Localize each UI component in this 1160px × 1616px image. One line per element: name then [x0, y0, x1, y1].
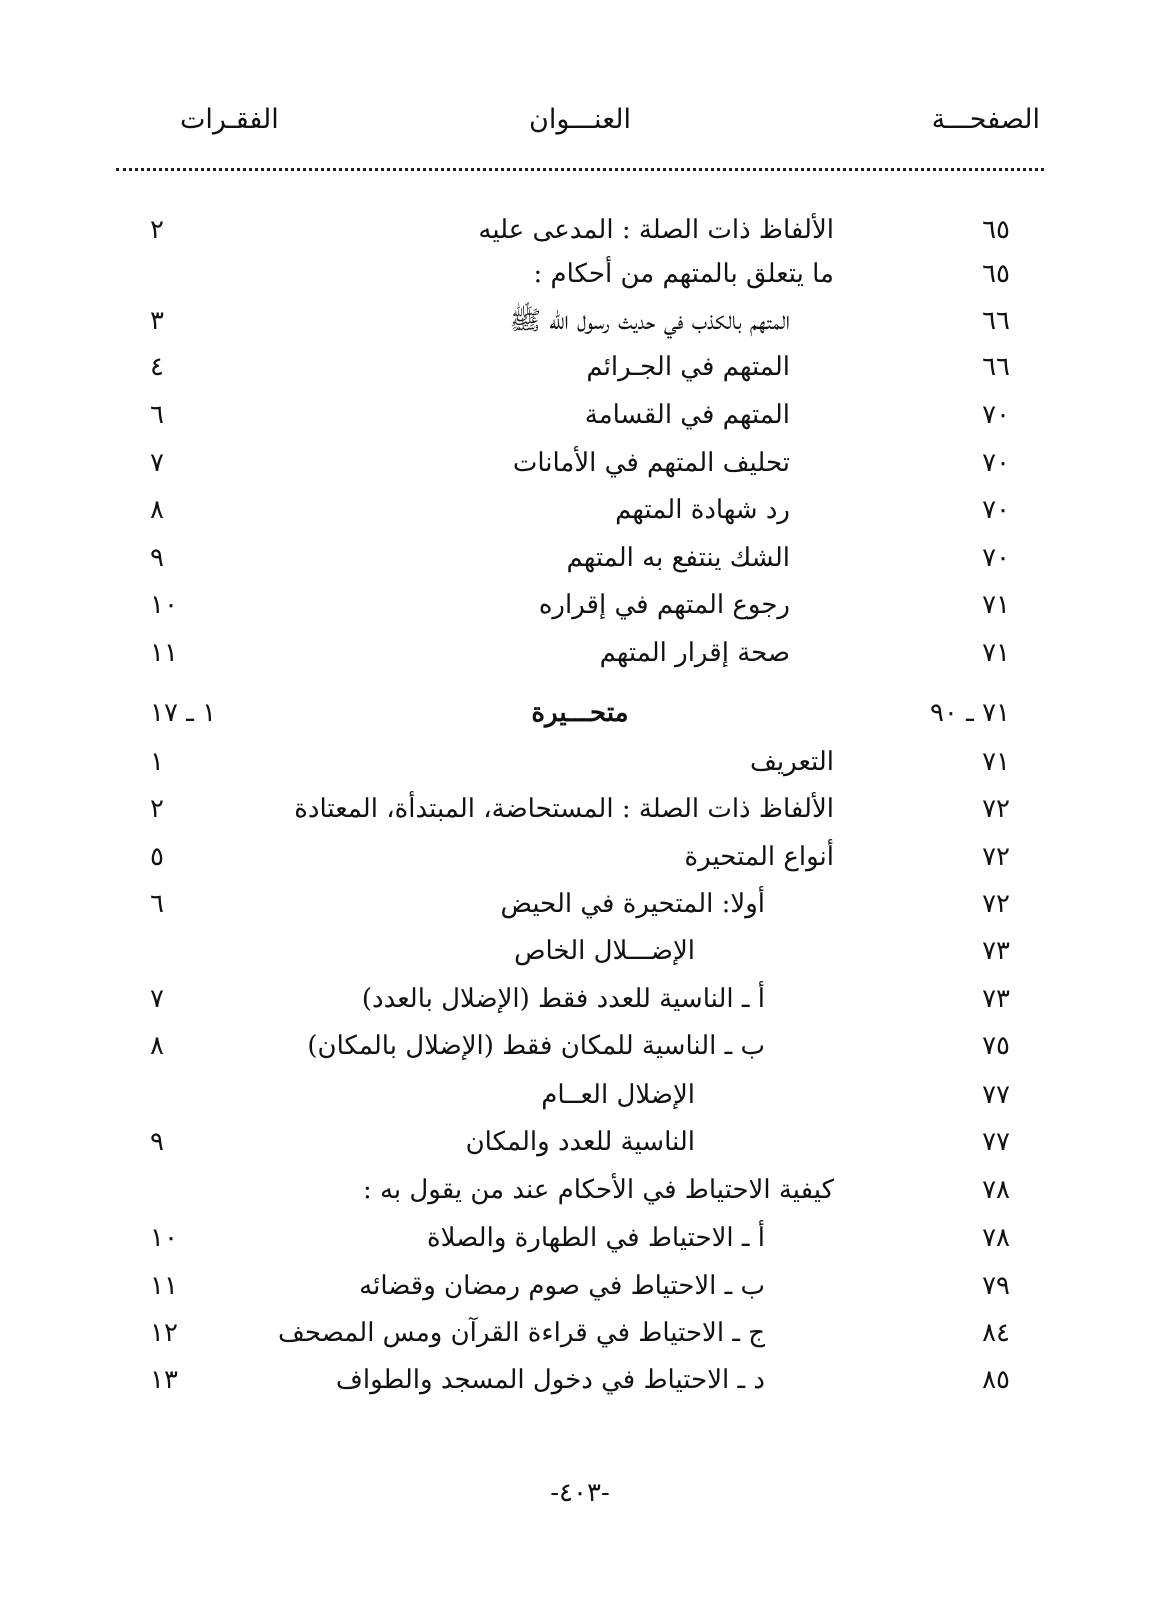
toc-row — [0, 882, 1160, 926]
toc-page-number: ٧٧ — [982, 1127, 1010, 1157]
toc-row — [0, 1264, 1160, 1308]
toc-title: د ـ الاحتياط في دخول المسجد والطواف — [335, 1365, 765, 1395]
toc-row — [0, 1024, 1160, 1068]
toc-page-number: ٧١ — [982, 590, 1010, 620]
toc-title: الإضـــلال الخاص — [514, 936, 695, 966]
toc-row — [0, 345, 1160, 389]
toc-page-number: ٧٢ — [982, 794, 1010, 824]
toc-row — [0, 583, 1160, 627]
toc-paragraphs: ٥ — [150, 842, 164, 872]
toc-paragraphs: ٦ — [150, 889, 164, 919]
toc-title: أنواع المتحيرة — [684, 842, 834, 872]
toc-page-number: ٧٩ — [982, 1271, 1010, 1301]
toc-title: الشك ينتفع به المتهم — [566, 543, 790, 573]
toc-page-number: ٨٥ — [982, 1365, 1010, 1395]
toc-title: المتهم بالكذب في حديث رسول الله ﷺ — [509, 306, 790, 336]
toc-page-number: ٧٠ — [982, 400, 1010, 430]
toc-paragraphs: ١٠ — [150, 1223, 178, 1253]
toc-row — [0, 929, 1160, 973]
toc-page-number: ٦٥ — [982, 215, 1010, 245]
toc-page-number: ٧١ — [982, 747, 1010, 777]
toc-paragraphs: ٨ — [150, 495, 164, 525]
toc-row — [0, 393, 1160, 437]
toc-title: المتهم في الجـرائم — [586, 352, 790, 382]
toc-title: الناسية للعدد والمكان — [465, 1127, 695, 1157]
toc-page-number: ٧٢ — [982, 889, 1010, 919]
toc-page-number: ٧٠ — [982, 448, 1010, 478]
toc-page-number: ٧٥ — [982, 1031, 1010, 1061]
toc-row — [0, 1358, 1160, 1402]
toc-title: ما يتعلق بالمتهم من أحكام : — [533, 259, 834, 289]
toc-title: الألفاظ ذات الصلة : المدعى عليه — [478, 215, 834, 245]
toc-header — [120, 104, 1040, 164]
toc-title: رجوع المتهم في إقراره — [538, 590, 790, 620]
toc-title: رد شهادة المتهم — [615, 495, 790, 525]
toc-page-number: ٧٢ — [982, 842, 1010, 872]
toc-row — [0, 1168, 1160, 1212]
toc-paragraphs: ٢ — [150, 215, 164, 245]
toc-paragraphs: ١٣ — [150, 1365, 178, 1395]
toc-row — [0, 441, 1160, 485]
toc-row — [0, 488, 1160, 532]
toc-title: صحة إقرار المتهم — [599, 638, 790, 668]
toc-row — [0, 691, 1160, 735]
toc-title: الإضلال العــام — [541, 1080, 695, 1110]
toc-paragraphs: ١ — [150, 747, 164, 777]
toc-row — [0, 1073, 1160, 1117]
toc-paragraphs: ١١ — [150, 638, 178, 668]
toc-paragraphs: ٤ — [150, 352, 164, 382]
toc-row — [0, 1120, 1160, 1164]
toc-title: أولا: المتحيرة في الحيض — [500, 889, 765, 919]
toc-page-number: ٧٣ — [982, 936, 1010, 966]
toc-page-number: ٧٨ — [982, 1223, 1010, 1253]
toc-title: أ ـ الناسية للعدد فقط (الإضلال بالعدد) — [361, 984, 765, 1014]
toc-paragraphs: ٧ — [150, 984, 164, 1014]
toc-page-number: ٧٨ — [982, 1175, 1010, 1205]
toc-paragraphs: ٨ — [150, 1031, 164, 1061]
toc-title: كيفية الاحتياط في الأحكام عند من يقول به : — [362, 1175, 834, 1205]
toc-title: الألفاظ ذات الصلة : المستحاضة، المبتدأة، المعتادة — [294, 794, 834, 824]
toc-page-number: ٧٧ — [982, 1080, 1010, 1110]
toc-row — [0, 536, 1160, 580]
toc-title: متحـــيرة — [531, 698, 629, 728]
toc-page-number: ٧١ — [982, 638, 1010, 668]
toc-row — [0, 208, 1160, 252]
toc-paragraphs: ٣ — [150, 306, 164, 336]
toc-row — [0, 835, 1160, 879]
toc-title: ج ـ الاحتياط في قراءة القرآن ومس المصحف — [278, 1318, 765, 1348]
toc-paragraphs: ١٠ — [150, 590, 178, 620]
toc-title: أ ـ الاحتياط في الطهارة والصلاة — [427, 1223, 765, 1253]
toc-row — [0, 1311, 1160, 1355]
toc-row — [0, 787, 1160, 831]
toc-page-number: ٦٦ — [982, 306, 1010, 336]
toc-page-number: ٧١ ـ ٩٠ — [929, 698, 1010, 728]
toc-paragraphs: ٦ — [150, 400, 164, 430]
toc-paragraphs: ١١ — [150, 1271, 178, 1301]
toc-page-number: ٦٥ — [982, 259, 1010, 289]
toc-title: ب ـ الاحتياط في صوم رمضان وقضائه — [359, 1271, 765, 1301]
toc-paragraphs: ٢ — [150, 794, 164, 824]
paragraphs-column-header: الفقـرات — [180, 104, 279, 135]
toc-page-number: ٧٣ — [982, 984, 1010, 1014]
toc-row — [0, 631, 1160, 675]
page-column-header: الصفحـــة — [931, 104, 1040, 135]
toc-row — [0, 977, 1160, 1021]
toc-page-number: ٧٠ — [982, 543, 1010, 573]
toc-paragraphs: ١ ـ ١٧ — [150, 698, 217, 728]
toc-row — [0, 299, 1160, 343]
dotted-divider — [116, 168, 1044, 171]
toc-page-number: ٨٤ — [982, 1318, 1010, 1348]
toc-paragraphs: ١٢ — [150, 1318, 178, 1348]
toc-row — [0, 252, 1160, 296]
toc-page-number: ٦٦ — [982, 352, 1010, 382]
toc-title: تحليف المتهم في الأمانات — [512, 448, 790, 478]
toc-row — [0, 740, 1160, 784]
toc-paragraphs: ٩ — [150, 1127, 164, 1157]
toc-paragraphs: ٧ — [150, 448, 164, 478]
toc-title: المتهم في القسامة — [584, 400, 790, 430]
toc-title: ب ـ الناسية للمكان فقط (الإضلال بالمكان) — [307, 1031, 765, 1061]
toc-page-number: ٧٠ — [982, 495, 1010, 525]
title-column-header: العنـــوان — [529, 104, 631, 135]
toc-row — [0, 1216, 1160, 1260]
page-number: -٤٠٣- — [550, 1478, 610, 1508]
toc-paragraphs: ٩ — [150, 543, 164, 573]
toc-title: التعريف — [749, 747, 834, 777]
